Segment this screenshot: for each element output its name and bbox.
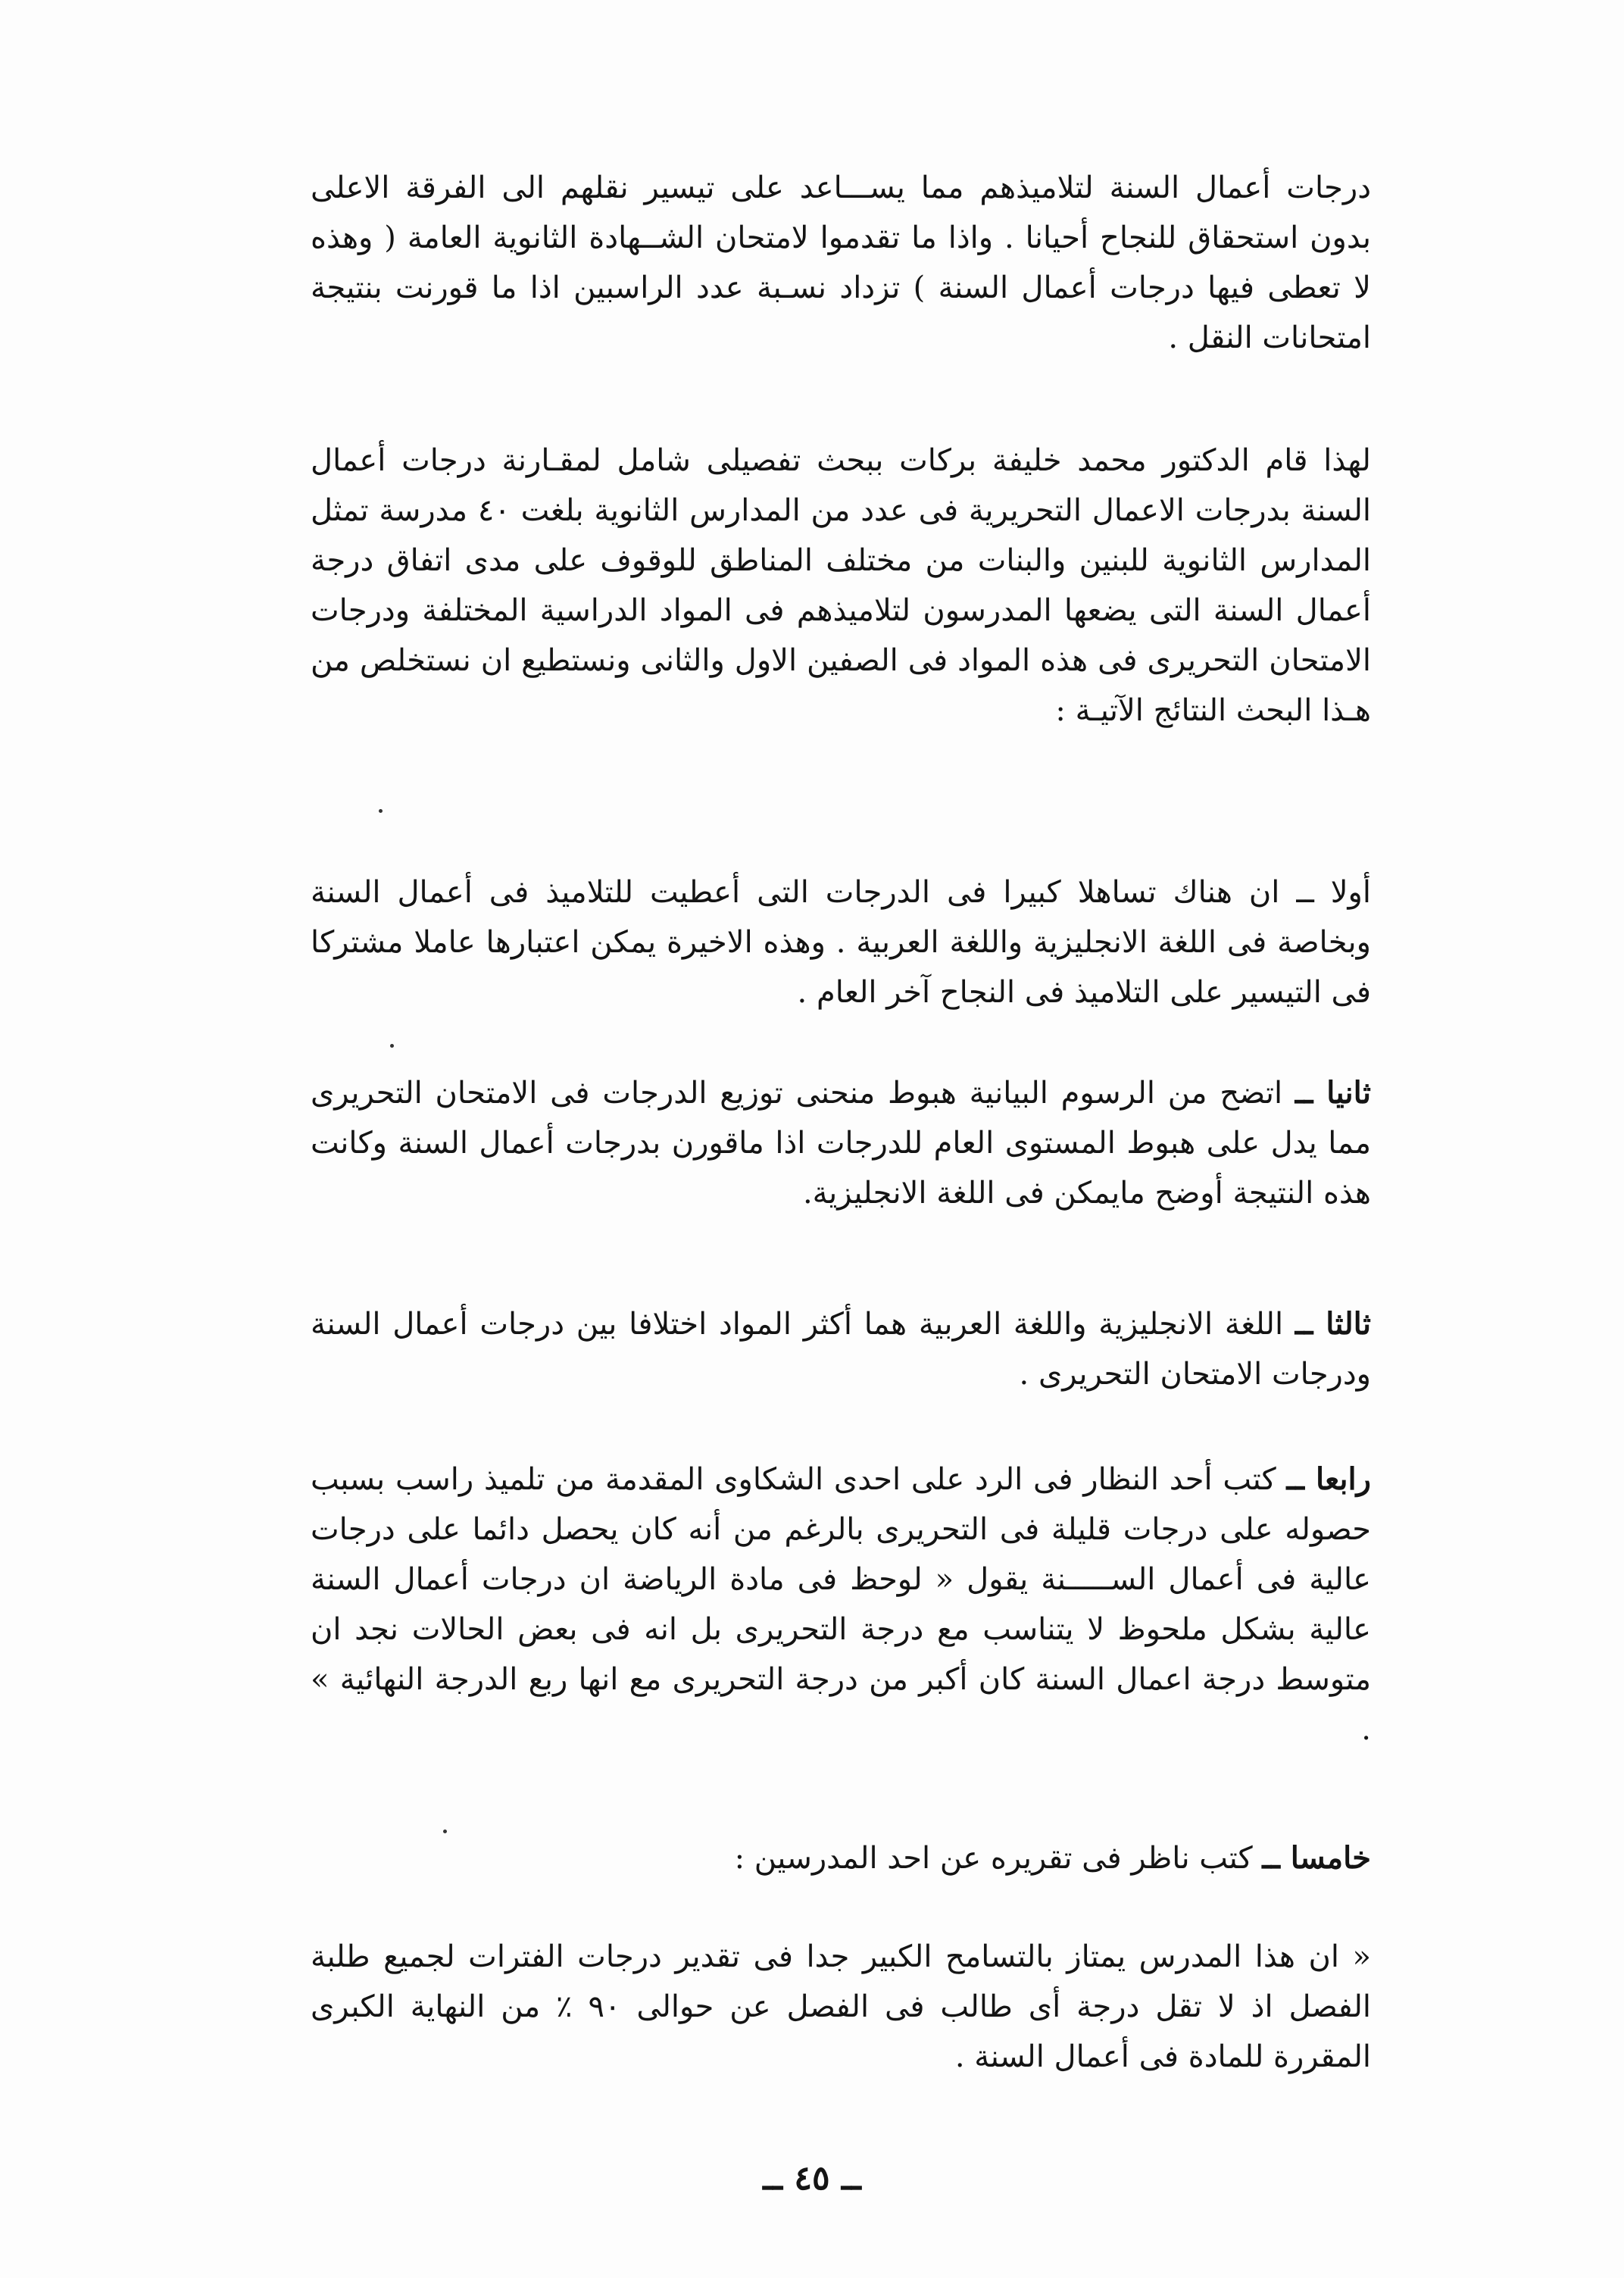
paragraph-text: لهذا قام الدكتور محمد خليفة بركات ببحث تفصيلى شامل لمقـارنة درجات أعمال السنة بدرجات الاعمال التحريرية فى عدد من المدارس الثانوية بلغت ٤٠ مدرسة تمثل المدارس الثانوية للبنين والبنات من مختلف المناطق للوقوف على مدى اتفاق درجة أعمال السنة التى يضعها المدرسون لتلاميذهم فى المواد الدراسية المختلفة ودرجات الامتحان التحريرى فى هذه المواد فى الصفين الاول والثانى ونستطيع ان نستخلص من هـذا البحث النتائج الآتيـة : [311,443,1371,728]
point-lead: ثانيا ــ [1295,1075,1371,1111]
paragraph-point-4 [311,1455,1371,1755]
paragraph-2 [311,436,1371,736]
paragraph-point-3 [311,1299,1371,1399]
point-lead: خامسا ــ [1262,1840,1371,1876]
paragraph-text: كتب أحد النظار فى الرد على احدى الشكاوى المقدمة من تلميذ راسب بسبب حصوله على درجات قليلة فى التحريرى بالرغم من أنه كان يحصل دائما على درجات عالية فى أعمال الســـــنة يقول « لوحظ فى مادة الرياضة ان درجات أعمال السنة عالية بشكل ملحوظ لا يتناسب مع درجة التحريرى بل انه فى بعض الحالات نجد ان متوسط درجة اعمال السنة كان أكبر من درجة التحريرى مع انها ربع الدرجة النهائية » . [311,1462,1371,1747]
paragraph-1 [311,163,1371,363]
point-lead: ثالثا ــ [1295,1306,1371,1342]
point-lead: رابعا ــ [1286,1461,1371,1497]
paragraph-text: اللغة الانجليزية واللغة العربية هما أكثر المواد اختلافا بين درجات أعمال السنة ودرجات الامتحان التحريرى . [311,1307,1371,1392]
paragraph-point-2 [311,1068,1371,1218]
quotation [311,1932,1371,2082]
paragraph-text: كتب ناظر فى تقريره عن احد المدرسين : [734,1841,1253,1876]
paragraph-text: « ان هذا المدرس يمتاز بالتسامح الكبير جدا فى تقدير درجات الفترات لجميع طلبة الفصل اذ لا تقل درجة أى طالب فى الفصل عن حوالى ٩٠ ٪ من النهاية الكبرى المقررة للمادة فى أعمال السنة . [311,1939,1372,2074]
scan-speck [390,1044,394,1048]
paragraph-text: اتضح من الرسوم البيانية هبوط منحنى توزيع الدرجات فى الامتحان التحريرى مما يدل على هبوط المستوى العام للدرجات اذا ماقورن بدرجات أعمال السنة وكانت هذه النتيجة أوضح مايمكن فى اللغة الانجليزية. [311,1076,1371,1211]
page-number: ــ ٤٥ ــ [763,2159,861,2198]
paragraph-text: أولا ــ ان هناك تساهلا كبيرا فى الدرجات التى أعطيت للتلاميذ فى أعمال السنة وبخاصة فى اللغة الانجليزية واللغة العربية . وهذه الاخيرة يمكن اعتبارها عاملا مشتركا فى التيسير على التلاميذ فى النجاح آخر العام . [311,875,1371,1010]
paragraph-point-5 [311,1833,1371,1883]
scan-speck [443,1830,447,1833]
paragraph-point-1 [311,867,1371,1017]
paragraph-text: درجات أعمال السنة لتلاميذهم مما يســـاعد على تيسير نقلهم الى الفرقة الاعلى بدون استحقاق للنجاح أحيانا . واذا ما تقدموا لامتحان الشــهادة الثانوية العامة ( وهذه لا تعطى فيها درجات أعمال السنة ) تزداد نسـبة عدد الراسبين اذا ما قورنت بنتيجة امتحانات النقل . [311,170,1372,355]
scan-speck [379,809,383,813]
